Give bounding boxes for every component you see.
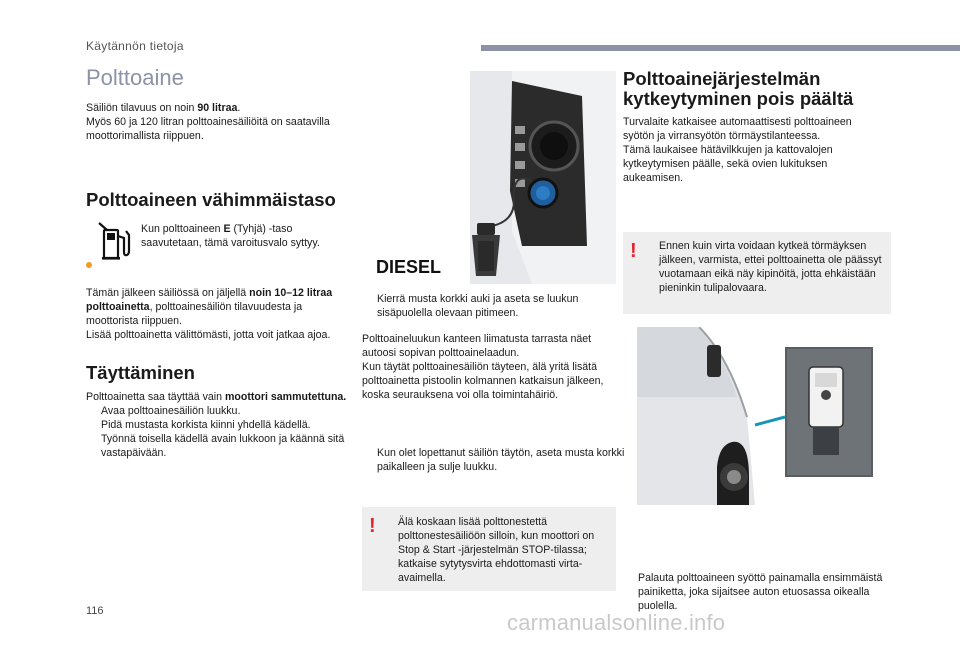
fuel-cutoff-paragraph: Turvalaite katkaisee automaattisesti polttoaineen syötön ja virransyötön törmäystilanteessa. Tämä laukaisee hätävilkkujen ja kattovalojen kytkeytymisen päälle, sekä ovien lukituksen aukeamisen.: [623, 116, 852, 184]
intro-text: Säiliön tilavuus on noin 90 litraa. Myös 60 ja 120 litran polttoainesäiliöitä on saatavilla moottorimallista riippuen.: [86, 102, 330, 142]
refuel-text: Polttoainetta saa täyttää vain moottori sammutettuna. Avaa polttoainesäiliön luukku. Pidä mustasta korkista kiinni yhdellä kädellä. Työnnä toisella kädellä avain lukkoon ja käännä sitä vastapäivään.: [86, 391, 347, 459]
header-rule: [481, 45, 960, 51]
fuel-label-paragraph: Polttoaineluukun kanteen liimatusta tarrasta näet autoosi sopivan polttoainelaadun. Kun täytät polttoainesäiliön täyteen, älä yritä lisätä polttoainetta pistoolin kolmannen katkaisun jälkeen, koska seurauksena voi olla toimintahäiriö.: [362, 333, 604, 401]
bullet-item: Työnnä toisella kädellä avain lukkoon ja käännä sitä vastapäivään.: [101, 433, 345, 459]
min-level-paragraph: Tämän jälkeen säiliössä on jäljellä noin 10–12 litraa polttoainetta, polttoainesäiliön tilavuudesta ja moottorista riippuen. Lisää polttoainetta välittömästi, jotta voit jatkaa ajoa.: [86, 287, 333, 341]
bullet-item: Kun olet lopettanut säiliön täytön, aseta musta korkki paikalleen ja sulje luukku.: [377, 447, 625, 473]
warning-box: [623, 232, 891, 314]
warning-lamp-text: Kun polttoaineen E (Tyhjä) -taso saavutetaan, tämä varoitusvalo syttyy.: [141, 223, 320, 249]
diesel-label: DIESEL: [376, 257, 442, 277]
orange-indicator-dot: [86, 262, 92, 268]
van-front-photo: [637, 327, 875, 505]
page-number: 116: [86, 605, 104, 617]
bullet-item: Pidä mustasta korkista kiinni yhdellä kädellä.: [101, 419, 311, 431]
bullet-item: Kierrä musta korkki auki ja aseta se luukun sisäpuolella olevaan pitimeen.: [377, 293, 579, 319]
bullet-item: Palauta polttoaineen syöttö painamalla ensimmäistä painiketta, joka sijaitsee auton etuosassa oikealla puolella.: [638, 572, 883, 612]
watermark: carmanualsonline.info: [507, 610, 726, 635]
warning-icon: !: [630, 240, 637, 262]
section-label: Käytännön tietoja: [86, 39, 184, 53]
warning-icon: !: [369, 515, 376, 537]
warning-text: Älä koskaan lisää polttonestettä polttonestesäiliöön silloin, kun moottori on Stop & Start -järjestelmän STOP-tilassa; katkaise sytytysvirta ehdottomasti virta-avaimella.: [398, 516, 595, 584]
warning-text: Ennen kuin virta voidaan kytkeä törmäyksen jälkeen, varmista, ettei polttoainetta ole päässyt vuotamaan eikä näy kipinöitä, jotta ehkäistään pieninkin tulipalovaara.: [659, 240, 882, 294]
bullet-item: Avaa polttoainesäiliön luukku.: [101, 405, 241, 417]
refuel-heading: Täyttäminen: [86, 362, 195, 383]
warning-box: [362, 507, 616, 591]
fuel-pump-icon: [98, 222, 132, 260]
min-level-heading: Polttoaineen vähimmäistaso: [86, 189, 336, 210]
fuel-filler-photo: [362, 71, 616, 284]
page-title: Polttoaine: [86, 65, 184, 90]
fuel-cutoff-heading: Polttoainejärjestelmän kytkeytyminen pois päältä: [623, 68, 854, 109]
